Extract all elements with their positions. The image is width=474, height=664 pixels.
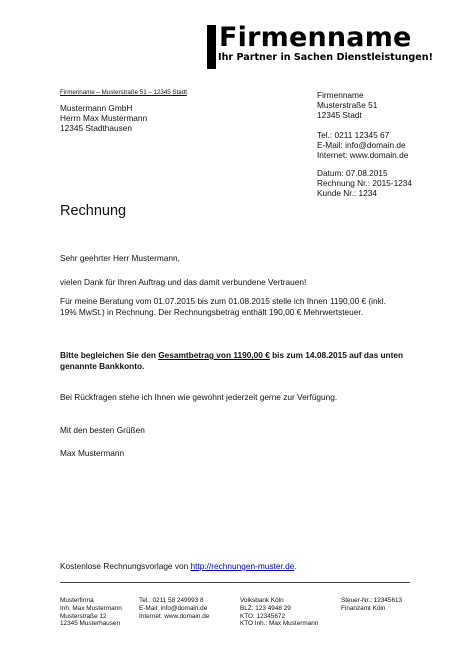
company-line: Musterstraße 51 [317, 100, 378, 110]
invoice-number: Rechnung Nr.: 2015-1234 [317, 178, 413, 188]
company-name: Firmenname [219, 22, 412, 53]
footer-line [341, 613, 402, 621]
company-line: E-Mail: info@domain.de [317, 140, 406, 150]
footer-line: Steuer-Nr.: 12345613 [341, 597, 403, 604]
recipient-address [60, 103, 147, 133]
footer-line: Musterfirma [60, 597, 94, 604]
footer-line: 12345 Musterhausen [60, 620, 121, 628]
company-slogan: Ihr Partner in Sachen Dienstleistungen! [218, 52, 433, 63]
template-link[interactable]: http://rechnungen-muster.de [190, 561, 295, 571]
footer-line: Tel.: 0211 58 249993 8 [139, 597, 204, 604]
footer-line [341, 620, 402, 628]
template-note-text: Kostenlose Rechnungsvorlage von [60, 561, 191, 571]
thanks-paragraph: vielen Dank für Ihren Auftrag und das damit verbundene Vertrauen! [60, 277, 307, 287]
sender-return-line: Firmenname – Musterstraße 51 – 12345 Stadt [60, 89, 187, 96]
invoice-date: Datum: 07.08.2015 [317, 168, 388, 178]
company-line: Firmenname [317, 90, 364, 100]
footer-line: Volksbank Köln [240, 597, 284, 604]
recipient-line: 12345 Stadthausen [60, 123, 132, 133]
recipient-line: Mustermann GmbH [60, 103, 133, 113]
footer-bank-column [240, 597, 318, 628]
consulting-paragraph: Für meine Beratung vom 01.07.2015 bis zum 01.08.2015 stelle ich Ihnen 1190,00 € (inkl. 19% MwSt.) in Rechnung. Der Rechnungsbetrag enthält 190,00 € Mehrwertsteuer. [60, 296, 386, 317]
payment-request-text: Bitte begleichen Sie den [60, 350, 159, 360]
footer-line: KTO: 12345672 [240, 612, 286, 620]
company-line: 12345 Stadt [317, 110, 362, 120]
brand-bar [207, 25, 216, 69]
payment-request [60, 350, 405, 371]
questions-paragraph: Bei Rückfragen stehe ich Ihnen wie gewohnt jederzeit gerne zur Verfügung. [60, 392, 338, 402]
footer-line: BLZ: 123 4948 29 [240, 604, 291, 612]
payment-total-amount: Gesamtbetrag von 1190,00 € [158, 350, 270, 360]
footer-line: KTO Inh.: Max Mustermann [240, 620, 319, 628]
footer-line: Inh. Max Mustermann [60, 604, 122, 612]
footer-company-column [60, 597, 122, 628]
footer-line: Internet: www.domain.de [139, 612, 210, 620]
signature-name: Max Mustermann [60, 448, 125, 458]
footer-tax-column [341, 597, 402, 628]
closing-greeting: Mit den besten Grüßen [60, 425, 145, 435]
footer-line: E-Mail: info@domain.de [139, 604, 208, 612]
template-note-suffix: . [294, 561, 297, 571]
footer-line: Musterstraße 12 [60, 612, 107, 620]
footer-divider [60, 582, 410, 583]
customer-number: Kunde Nr.: 1234 [317, 188, 377, 198]
footer-line [139, 620, 209, 628]
salutation: Sehr geehrter Herr Mustermann, [60, 253, 180, 263]
company-line: Tel.: 0211 12345 67 [317, 130, 390, 140]
company-contact-block [317, 90, 408, 160]
recipient-line: Herrn Max Mustermann [60, 113, 148, 123]
template-note [60, 561, 297, 571]
company-line: Internet: www.domain.de [317, 150, 409, 160]
payment-due-text: bis zum 14.08.2015 auf das unten genannte Bankkonto. [60, 350, 404, 371]
footer-contact-column [139, 597, 209, 628]
invoice-details [317, 168, 412, 198]
footer-line: Finanzamt Köln [341, 604, 386, 612]
document-title: Rechnung [60, 203, 127, 219]
company-line [317, 120, 408, 130]
